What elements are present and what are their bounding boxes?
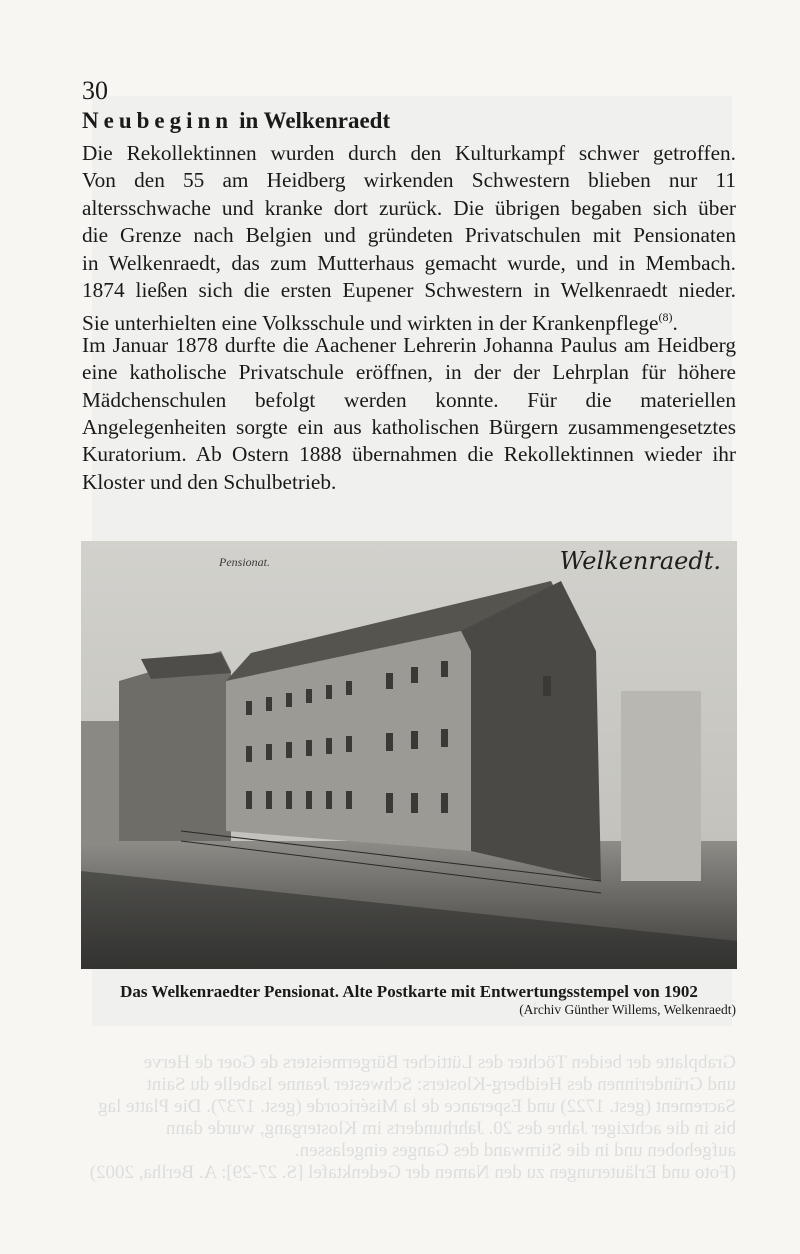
footnote-reference[interactable]: (8) <box>658 310 673 325</box>
bleed-through-line: und Gründerinnen des Heidberg-Klosters: Schwester Jeanne Isabelle du Saint <box>146 1074 736 1095</box>
bleed-through-line: Grabplatte der beiden Töchter des Lütticher Bürgermeisters de Goer de Herve <box>143 1052 736 1073</box>
photo-credit: (Archiv Günther Willems, Welkenraedt) <box>519 1002 736 1017</box>
postcard-label-welkenraedt: Welkenraedt. <box>559 547 721 575</box>
heading-rest: in Welkenraedt <box>239 108 391 133</box>
body-line: Von den 55 am Heidberg wirkenden Schwestern blieben nur 11 <box>82 168 736 193</box>
body-paragraph <box>82 140 736 496</box>
body-line: Im Januar 1878 durfte die Aachener Lehrerin Johanna Paulus am Heidberg <box>82 332 736 357</box>
bleed-through-line: (Foto und Erläuterungen zu den Namen der Gedenktafel [S. 27-29]: A. Berlha, 2002) <box>89 1162 736 1183</box>
page-number: 30 <box>82 76 108 105</box>
body-line: 1874 ließen sich die ersten Eupener Schwestern in Welkenraedt nieder. <box>82 277 736 302</box>
body-line: Mädchenschulen befolgt werden konnte. Für die materiellen <box>82 387 736 412</box>
bleed-through-line: aufgehoben und in die Stirnwand des Ganges eingelassen. <box>294 1140 736 1161</box>
building-illustration <box>81 541 737 969</box>
historic-postcard-photo <box>81 541 737 969</box>
heading-spaced-word: Neubeginn <box>82 108 234 133</box>
body-line: Kloster und den Schulbetrieb. <box>82 469 337 494</box>
body-line: in Welkenraedt, das zum Mutterhaus gemacht wurde, und in Membach. <box>82 250 736 275</box>
bleed-through-line: bis in die achtziger Jahre des 20. Jahrhunderts im Klostergang, wurde dann <box>165 1118 736 1139</box>
photo-caption: Das Welkenraedter Pensionat. Alte Postkarte mit Entwertungsstempel von 1902 <box>120 982 698 1001</box>
body-line: Kuratorium. Ab Ostern 1888 übernahmen die Rekollektinnen wieder ihr <box>82 442 736 467</box>
body-line-text: Sie unterhielten eine Volksschule und wirkten in der Krankenpflege <box>82 311 659 336</box>
bleed-through-line: Sacrement (gest. 1722) und Esperance de la Miséricorde (gest. 1737). Die Platte lag <box>98 1096 736 1117</box>
body-line: Angelegenheiten sorgte ein aus katholischen Bürgern zusammengesetztes <box>82 414 736 439</box>
body-line: altersschwache und kranke dort zurück. Die übrigen begaben sich über <box>82 195 736 220</box>
body-line: Die Rekollektinnen wurden durch den Kulturkampf schwer getroffen. <box>82 141 736 165</box>
footnote-tail: . <box>672 311 678 336</box>
section-heading <box>82 108 390 134</box>
body-line: eine katholische Privatschule eröffnen, in der der Lehrplan für höhere <box>82 360 736 385</box>
body-line-with-footnote <box>82 304 736 336</box>
body-line: die Grenze nach Belgien und gründeten Privatschulen mit Pensionaten <box>82 223 736 248</box>
postcard-label-pensionat: Pensionat. <box>219 555 270 569</box>
bleed-through-text <box>82 1052 736 1184</box>
